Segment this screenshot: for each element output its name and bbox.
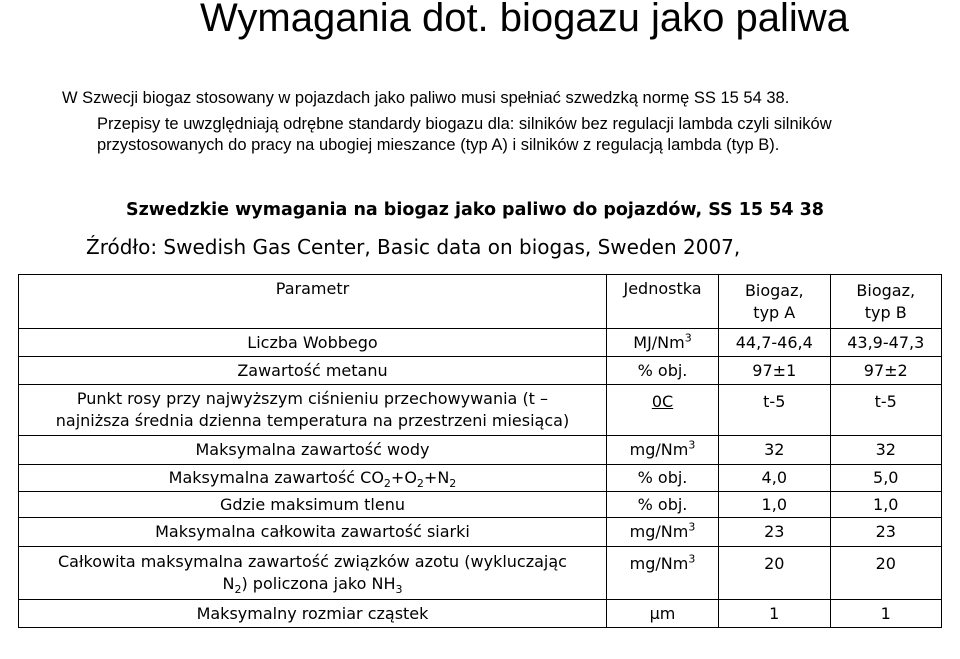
table-header-row [19, 275, 942, 329]
cell-parameter: Gdzie maksimum tlenu [19, 492, 607, 518]
cell-type-b: 97±2 [830, 357, 942, 385]
unit-superscript: 3 [688, 438, 696, 452]
unit-text: MJ/Nm [633, 332, 685, 352]
parameter-line2: najniższa średnia dzienna temperatura na przestrzeni miesiąca) [55, 411, 570, 430]
unit-superscript: 3 [688, 520, 696, 534]
parameter-text: ) policzona jako NH [241, 574, 396, 593]
subscript: 3 [395, 583, 403, 597]
header-type-a-line1: Biogaz, [744, 280, 804, 300]
cell-type-a: 1 [719, 600, 830, 628]
cell-type-b: 20 [830, 547, 942, 600]
cell-type-a: 97±1 [719, 357, 830, 385]
header-type-b-line2: typ B [864, 302, 907, 322]
figure-source: Źródło: Swedish Gas Center, Basic data on biogas, Sweden 2007, [86, 235, 741, 259]
cell-type-b: 32 [830, 436, 942, 465]
cell-type-b: 5,0 [830, 465, 942, 492]
cell-unit: % obj. [606, 492, 718, 518]
cell-type-b: 1,0 [830, 492, 942, 518]
cell-type-a: t-5 [719, 385, 830, 436]
cell-type-b: 43,9-47,3 [830, 329, 942, 357]
cell-type-a: 4,0 [719, 465, 830, 492]
cell-parameter [19, 385, 607, 436]
parameter-text: +N [423, 468, 450, 487]
header-type-a-line2: typ A [753, 302, 796, 322]
cell-unit: µm [606, 600, 718, 628]
intro-paragraph: W Szwecji biogaz stosowany w pojazdach jako paliwo musi spełniać szwedzką normę SS 15 54 38. [62, 89, 790, 107]
unit-text: mg/Nm [629, 440, 689, 459]
cell-parameter: Maksymalna zawartość wody [19, 436, 607, 465]
cell-type-a: 32 [719, 436, 830, 465]
table-row [19, 329, 942, 357]
table-row [19, 436, 942, 465]
cell-type-a: 44,7-46,4 [719, 329, 830, 357]
unit-text: mg/Nm [629, 554, 689, 573]
cell-type-b: 1 [830, 600, 942, 628]
slide-title: Wymagania dot. biogazu jako paliwa [200, 0, 849, 40]
cell-parameter: Maksymalna całkowita zawartość siarki [19, 518, 607, 547]
cell-parameter: Zawartość metanu [19, 357, 607, 385]
cell-unit [606, 547, 718, 600]
header-type-b-line1: Biogaz, [856, 280, 916, 300]
standards-paragraph: Przepisy te uwzględniają odrębne standardy biogazu dla: silników bez regulacji lambda czyli silników przystosowanych do pracy na ubogiej mieszance (typ A) i silników z regulacją lambda (typ B). [97, 115, 832, 154]
table-row [19, 600, 942, 628]
header-unit: Jednostka [606, 275, 718, 329]
parameter-line1: Punkt rosy przy najwyższym ciśnieniu przechowywania (t – [76, 389, 549, 408]
table-row [19, 357, 942, 385]
unit-text: 0C [651, 392, 674, 411]
unit-superscript: 3 [688, 552, 696, 566]
cell-unit [606, 385, 718, 436]
subscript: 2 [383, 477, 391, 491]
cell-type-a: 23 [719, 518, 830, 547]
subscript: 2 [449, 477, 457, 491]
parameter-line1: Całkowita maksymalna zawartość związków azotu (wykluczając [58, 552, 567, 571]
table-row [19, 547, 942, 600]
subscript: 2 [416, 477, 424, 491]
cell-parameter: Maksymalny rozmiar cząstek [19, 600, 607, 628]
subscript: 2 [234, 583, 242, 597]
cell-parameter [19, 465, 607, 492]
cell-type-b: 23 [830, 518, 942, 547]
cell-type-b: t-5 [830, 385, 942, 436]
parameter-text: Maksymalna zawartość CO [168, 468, 384, 487]
table-row [19, 518, 942, 547]
cell-unit [606, 329, 718, 357]
unit-text: mg/Nm [629, 522, 689, 541]
parameter-text: +O [390, 468, 417, 487]
table-row [19, 465, 942, 492]
cell-type-a: 1,0 [719, 492, 830, 518]
cell-parameter: Liczba Wobbego [19, 329, 607, 357]
cell-unit [606, 436, 718, 465]
unit-superscript: 3 [684, 331, 692, 345]
cell-unit [606, 518, 718, 547]
header-type-b [830, 275, 942, 329]
header-type-a [719, 275, 830, 329]
cell-unit: % obj. [606, 357, 718, 385]
table-row [19, 385, 942, 436]
header-parameter: Parametr [19, 275, 607, 329]
cell-type-a: 20 [719, 547, 830, 600]
cell-unit: % obj. [606, 465, 718, 492]
requirements-table [18, 274, 942, 628]
table-row [19, 492, 942, 518]
parameter-text: N [222, 574, 235, 593]
figure-caption: Szwedzkie wymagania na biogaz jako paliwo do pojazdów, SS 15 54 38 [126, 200, 824, 220]
cell-parameter [19, 547, 607, 600]
